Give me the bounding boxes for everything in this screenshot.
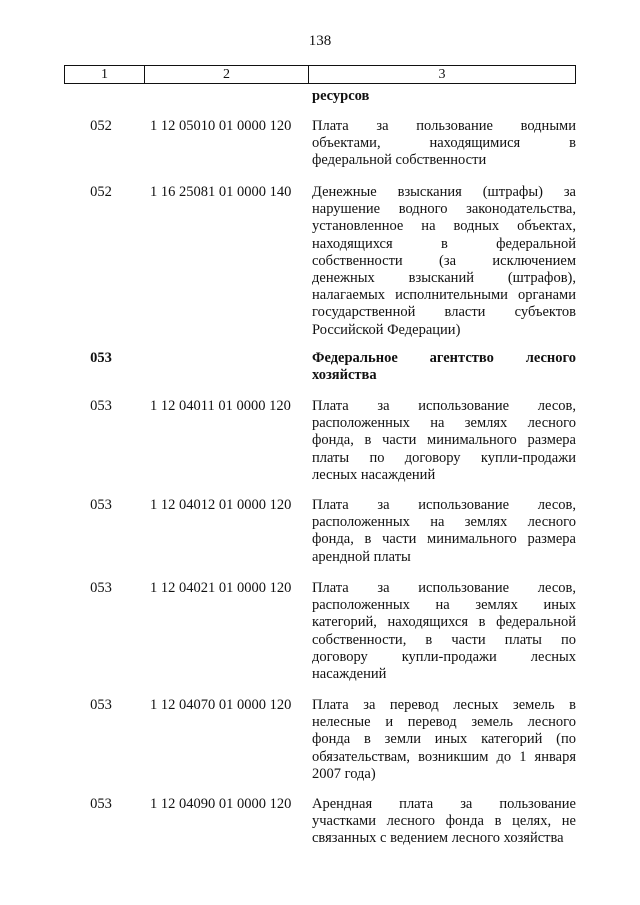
- description-line: Плата за использование лесов,: [312, 580, 576, 596]
- description-line: нелесные и перевод земель лесного: [312, 714, 576, 731]
- description-line: фонда, в части минимального размера: [312, 531, 576, 548]
- description-line: федеральной собственности: [312, 152, 487, 169]
- income-description: [312, 184, 576, 339]
- income-description: [312, 796, 576, 848]
- description-line: государственной власти субъектов: [312, 304, 576, 321]
- admin-code: 053: [90, 796, 112, 812]
- description-line: Плата за использование лесов,: [312, 398, 576, 414]
- header-col-3: 3: [438, 67, 446, 82]
- description-line: фонда, в части минимального размера: [312, 432, 576, 449]
- header-col-2: 2: [145, 66, 309, 83]
- continued-text: ресурсов: [312, 88, 370, 104]
- description-line: Денежные взыскания (штрафы) за: [312, 184, 576, 200]
- budget-code: 1 12 04012 01 0000 120: [150, 497, 292, 513]
- header-col-1: 1: [65, 66, 145, 83]
- income-description: [312, 697, 576, 783]
- budget-code: 1 12 04011 01 0000 120: [150, 398, 291, 414]
- description-line: Федеральное агентство лесного: [312, 350, 576, 366]
- description-line: собственности, в части платы по: [312, 631, 576, 648]
- budget-code: 1 16 25081 01 0000 140: [150, 184, 292, 200]
- description-line: расположенных на землях лесного: [312, 415, 576, 432]
- admin-code: 052: [90, 118, 112, 134]
- budget-code: 1 12 04090 01 0000 120: [150, 796, 292, 812]
- page-number: 138: [308, 33, 332, 49]
- description-line: находящихся в федеральной: [312, 235, 576, 252]
- description-line: Плата за перевод лесных земель в: [312, 697, 576, 713]
- income-description: [312, 398, 576, 484]
- budget-code: 1 12 04070 01 0000 120: [150, 697, 292, 713]
- description-line: Плата за использование лесов,: [312, 497, 576, 513]
- description-line: нарушение водного законодательства,: [312, 201, 576, 218]
- budget-code: 1 12 05010 01 0000 120: [150, 118, 292, 134]
- admin-code: 053: [90, 580, 112, 596]
- description-line: 2007 года): [312, 765, 376, 782]
- description-line: Плата за пользование водными: [312, 118, 576, 134]
- description-line: расположенных на землях иных: [312, 597, 576, 614]
- income-description: [312, 580, 576, 683]
- description-line: насаждений: [312, 666, 387, 683]
- income-description: [312, 497, 576, 566]
- description-line: расположенных на землях лесного: [312, 514, 576, 531]
- description-line: платы по договору купли-продажи: [312, 449, 576, 466]
- description-line: фонда в земли иных категорий (по: [312, 731, 576, 748]
- description-line: категорий, находящихся в федеральной: [312, 614, 576, 631]
- description-line: налагаемых исполнительными органами: [312, 287, 576, 304]
- income-description: [312, 118, 576, 170]
- description-line: собственности (за исключением: [312, 252, 576, 269]
- income-description: [312, 350, 576, 384]
- description-line: хозяйства: [312, 367, 377, 384]
- description-line: денежных взысканий (штрафов),: [312, 270, 576, 287]
- admin-code: 053: [90, 398, 112, 414]
- description-line: обязательствам, возникшим до 1 января: [312, 748, 576, 765]
- description-line: Российской Федерации): [312, 321, 461, 338]
- description-line: участками лесного фонда в целях, не: [312, 813, 576, 830]
- admin-code: 053: [90, 697, 112, 713]
- description-line: Арендная плата за пользование: [312, 796, 576, 812]
- budget-code: 1 12 04021 01 0000 120: [150, 580, 292, 596]
- description-line: связанных с ведением лесного хозяйства: [312, 830, 564, 847]
- description-line: объектами, находящимися в: [312, 135, 576, 152]
- table-header: [64, 65, 576, 84]
- admin-code: 053: [90, 350, 112, 366]
- description-line: установленное на водных объектах,: [312, 218, 576, 235]
- description-line: арендной платы: [312, 548, 411, 565]
- description-line: договору купли-продажи лесных: [312, 648, 576, 665]
- description-line: лесных насаждений: [312, 466, 436, 483]
- admin-code: 053: [90, 497, 112, 513]
- admin-code: 052: [90, 184, 112, 200]
